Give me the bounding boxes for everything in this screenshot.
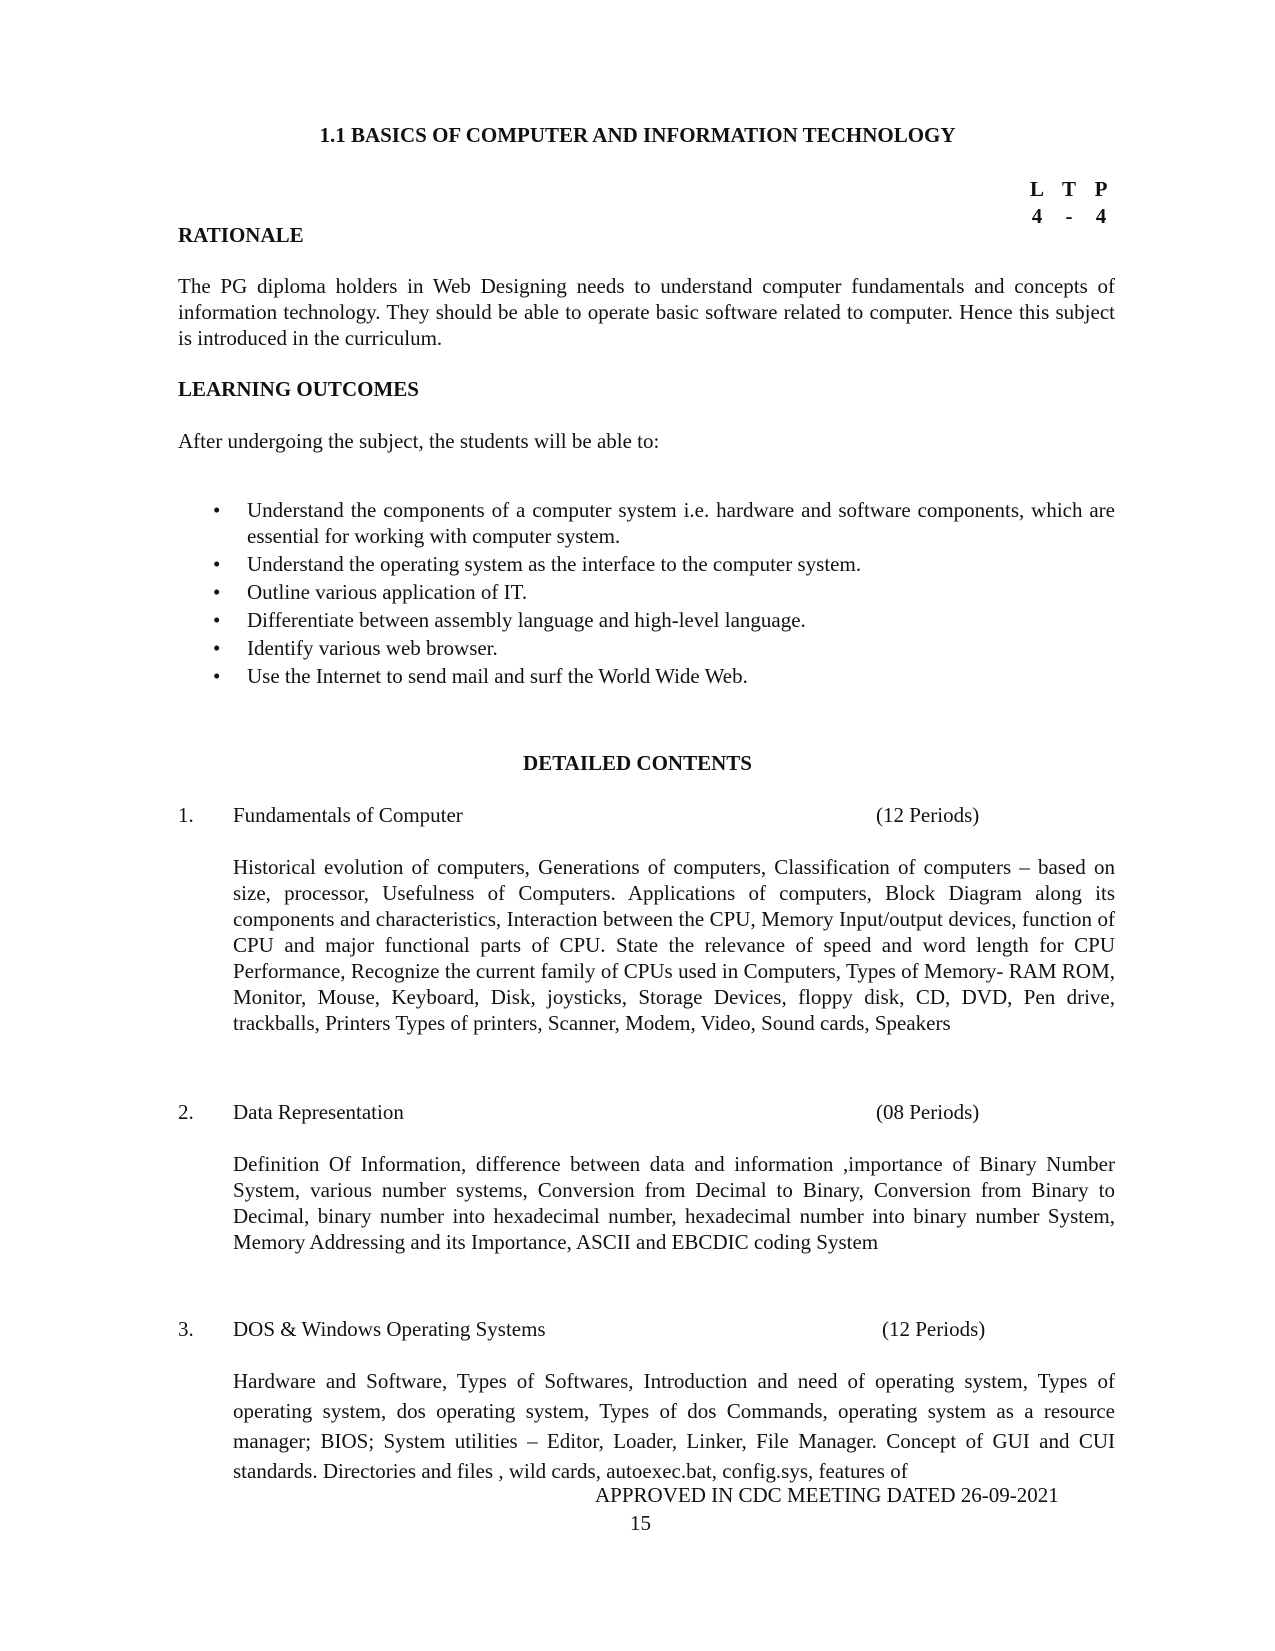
list-item [205, 579, 1115, 605]
ltp-header-p: P [1094, 177, 1108, 201]
list-item [205, 635, 1115, 661]
learning-outcomes-list [205, 497, 1115, 691]
unit-number: 1. [178, 803, 194, 827]
ltp-header-l: L [1029, 177, 1044, 201]
unit-description: Definition Of Information, difference between data and information ,importance of Binary Number System, various number systems, Conversion from Decimal to Binary, Conversion from Binary to Decimal, binary number into hexadecimal number, hexadecimal number into binary number System, Memory Addressing and its Importance, ASCII and EBCDIC coding System [233, 1152, 1115, 1254]
list-item-text: Outline various application of IT. [247, 580, 528, 604]
list-item-text: Identify various web browser. [247, 636, 498, 660]
bullet-icon: • [213, 664, 221, 688]
unit-periods: (12 Periods) [882, 1317, 986, 1341]
detailed-contents-heading: DETAILED CONTENTS [523, 751, 752, 775]
ltp-value-t: - [1065, 204, 1073, 228]
page-number: 15 [630, 1511, 651, 1535]
unit-description: Hardware and Software, Types of Softwares, Introduction and need of operating system, Types of operating system, dos operating system, Types of dos Commands, operating system as a resource manager; BIOS; System utilities – Editor, Loader, Linker, File Manager. Concept of GUI and CUI standards. Directories and files , wild cards, autoexec.bat, config.sys, features of [233, 1369, 1115, 1483]
approval-footer: APPROVED IN CDC MEETING DATED 26-09-2021 [595, 1483, 1059, 1507]
bullet-icon: • [213, 498, 221, 522]
bullet-icon: • [213, 552, 221, 576]
learning-outcomes-heading: LEARNING OUTCOMES [178, 377, 419, 401]
unit-number: 3. [178, 1317, 194, 1341]
unit-number: 2. [178, 1100, 194, 1124]
unit-title: Fundamentals of Computer [233, 803, 463, 827]
ltp-header-row [1024, 176, 1114, 203]
document-title: 1.1 BASICS OF COMPUTER AND INFORMATION TECHNOLOGY [319, 123, 956, 147]
list-item [205, 551, 1115, 577]
bullet-icon: • [213, 608, 221, 632]
list-item-text: Differentiate between assembly language and high-level language. [247, 608, 806, 632]
ltp-header-t: T [1061, 177, 1076, 201]
ltp-value-row [1024, 203, 1114, 230]
list-item-text: Use the Internet to send mail and surf the World Wide Web. [247, 664, 748, 688]
ltp-value-p: 4 [1095, 204, 1107, 228]
unit-title: DOS & Windows Operating Systems [233, 1317, 546, 1341]
list-item [205, 663, 1115, 689]
ltp-value-l: 4 [1031, 204, 1043, 228]
unit-periods: (08 Periods) [876, 1100, 980, 1124]
list-item-text: Understand the components of a computer system i.e. hardware and software components, which are essential for working with computer system. [247, 498, 1115, 548]
rationale-text: The PG diploma holders in Web Designing needs to understand computer fundamentals and concepts of information technology. They should be able to operate basic software related to computer. Hence this subject is introduced in the curriculum. [178, 274, 1115, 350]
bullet-icon: • [213, 580, 221, 604]
list-item-text: Understand the operating system as the interface to the computer system. [247, 552, 862, 576]
unit-title: Data Representation [233, 1100, 404, 1124]
unit-description: Historical evolution of computers, Generations of computers, Classification of computers – based on size, processor, Usefulness of Computers. Applications of computers, Block Diagram along its components and characteristics, Interaction between the CPU, Memory Input/output devices, function of CPU and major functional parts of CPU. State the relevance of speed and word length for CPU Performance, Recognize the current family of CPUs used in Computers, Types of Memory- RAM ROM, Monitor, Mouse, Keyboard, Disk, joysticks, Storage Devices, floppy disk, CD, DVD, Pen drive, trackballs, Printers Types of printers, Scanner, Modem, Video, Sound cards, Speakers [233, 855, 1115, 1035]
rationale-heading: RATIONALE [178, 223, 304, 247]
list-item [205, 497, 1115, 549]
bullet-icon: • [213, 636, 221, 660]
learning-outcomes-intro: After undergoing the subject, the students will be able to: [178, 429, 660, 453]
unit-periods: (12 Periods) [876, 803, 980, 827]
ltp-table [1024, 176, 1114, 230]
list-item [205, 607, 1115, 633]
